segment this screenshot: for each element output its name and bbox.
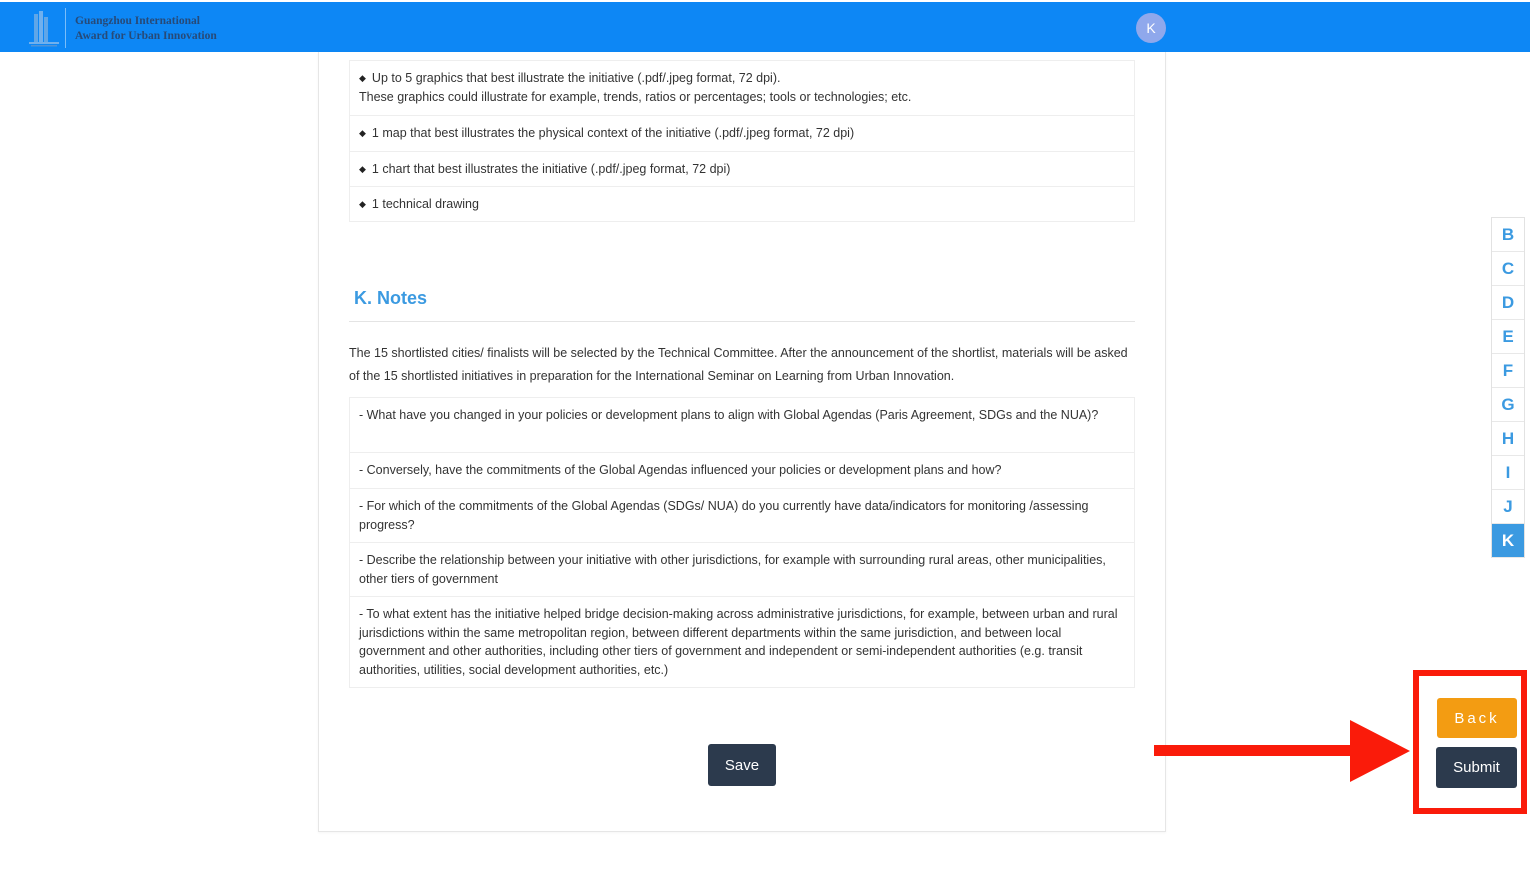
side-nav-item-b[interactable]: B bbox=[1492, 218, 1524, 252]
notes-questions-list bbox=[349, 397, 1135, 688]
section-title: K. Notes bbox=[354, 288, 428, 308]
logo-line-2: Award for Urban Innovation bbox=[75, 30, 217, 42]
graphics-requirements-list bbox=[349, 60, 1135, 222]
list-item-text: Up to 5 graphics that best illustrate the initiative (.pdf/.jpeg format, 72 dpi). bbox=[371, 71, 781, 85]
question-item: - To what extent has the initiative helped bridge decision-making across administrative jurisdictions, for example, between urban and rural jurisdictions within the same metropolitan region, between different departments within the same jurisdiction, and between local government and other authorities, including other tiers of government and independent or semi-independent authorities (e.g. transit authorities, utilities, social development authorities, etc.) bbox=[350, 596, 1134, 687]
logo-line-1: Guangzhou International bbox=[75, 15, 200, 27]
list-item bbox=[350, 151, 1134, 186]
side-nav-item-c[interactable]: C bbox=[1492, 252, 1524, 286]
notes-intro-text: The 15 shortlisted cities/ finalists will be selected by the Technical Committee. After the announcement of the shortlist, materials will be asked of the 15 shortlisted initiatives in preparation for the International Seminar on Learning from Urban Innovation. bbox=[349, 346, 1128, 383]
bullet-icon: ◆ bbox=[359, 199, 366, 209]
user-avatar[interactable]: K bbox=[1136, 13, 1166, 43]
annotation-arrow-icon bbox=[1154, 718, 1414, 784]
list-item bbox=[350, 61, 1134, 115]
logo-icon[interactable] bbox=[26, 8, 64, 48]
side-nav-item-e[interactable]: E bbox=[1492, 320, 1524, 354]
section-side-nav bbox=[1491, 217, 1525, 558]
question-item: - What have you changed in your policies or development plans to align with Global Agendas (Paris Agreement, SDGs and the NUA)? bbox=[359, 408, 1099, 422]
side-nav-item-g[interactable]: G bbox=[1492, 388, 1524, 422]
side-nav-item-d[interactable]: D bbox=[1492, 286, 1524, 320]
question-item: - For which of the commitments of the Global Agendas (SDGs/ NUA) do you currently have data/indicators for monitoring /assessing progress? bbox=[350, 488, 1134, 542]
list-item-text: 1 map that best illustrates the physical context of the initiative (.pdf/.jpeg format, 72 dpi) bbox=[371, 126, 855, 140]
bullet-icon: ◆ bbox=[359, 73, 366, 83]
annotation-highlight-box bbox=[1413, 670, 1527, 814]
bullet-icon: ◆ bbox=[359, 128, 366, 138]
question-item: - Conversely, have the commitments of the Global Agendas influenced your policies or development plans and how? bbox=[350, 452, 1134, 488]
list-item bbox=[350, 115, 1134, 151]
submit-button[interactable]: Submit bbox=[1436, 747, 1517, 788]
back-button[interactable]: Back bbox=[1437, 698, 1517, 738]
section-divider bbox=[349, 321, 1135, 322]
logo-divider bbox=[65, 8, 66, 48]
question-item: - Describe the relationship between your initiative with other jurisdictions, for example with surrounding rural areas, other municipalities, other tiers of government bbox=[350, 542, 1134, 596]
list-item-text: 1 technical drawing bbox=[371, 197, 479, 211]
bullet-icon: ◆ bbox=[359, 164, 366, 174]
list-item bbox=[350, 186, 1134, 221]
logo-text bbox=[75, 14, 217, 44]
top-navbar bbox=[0, 2, 1530, 52]
side-nav-item-k[interactable]: K bbox=[1492, 524, 1524, 558]
save-button[interactable]: Save bbox=[708, 744, 776, 786]
list-item-subtext: These graphics could illustrate for example, trends, ratios or percentages; tools or technologies; etc. bbox=[359, 89, 912, 104]
side-nav-item-h[interactable]: H bbox=[1492, 422, 1524, 456]
list-item-text: 1 chart that best illustrates the initiative (.pdf/.jpeg format, 72 dpi) bbox=[371, 162, 731, 176]
side-nav-item-j[interactable]: J bbox=[1492, 490, 1524, 524]
side-nav-item-i[interactable]: I bbox=[1492, 456, 1524, 490]
side-nav-item-f[interactable]: F bbox=[1492, 354, 1524, 388]
